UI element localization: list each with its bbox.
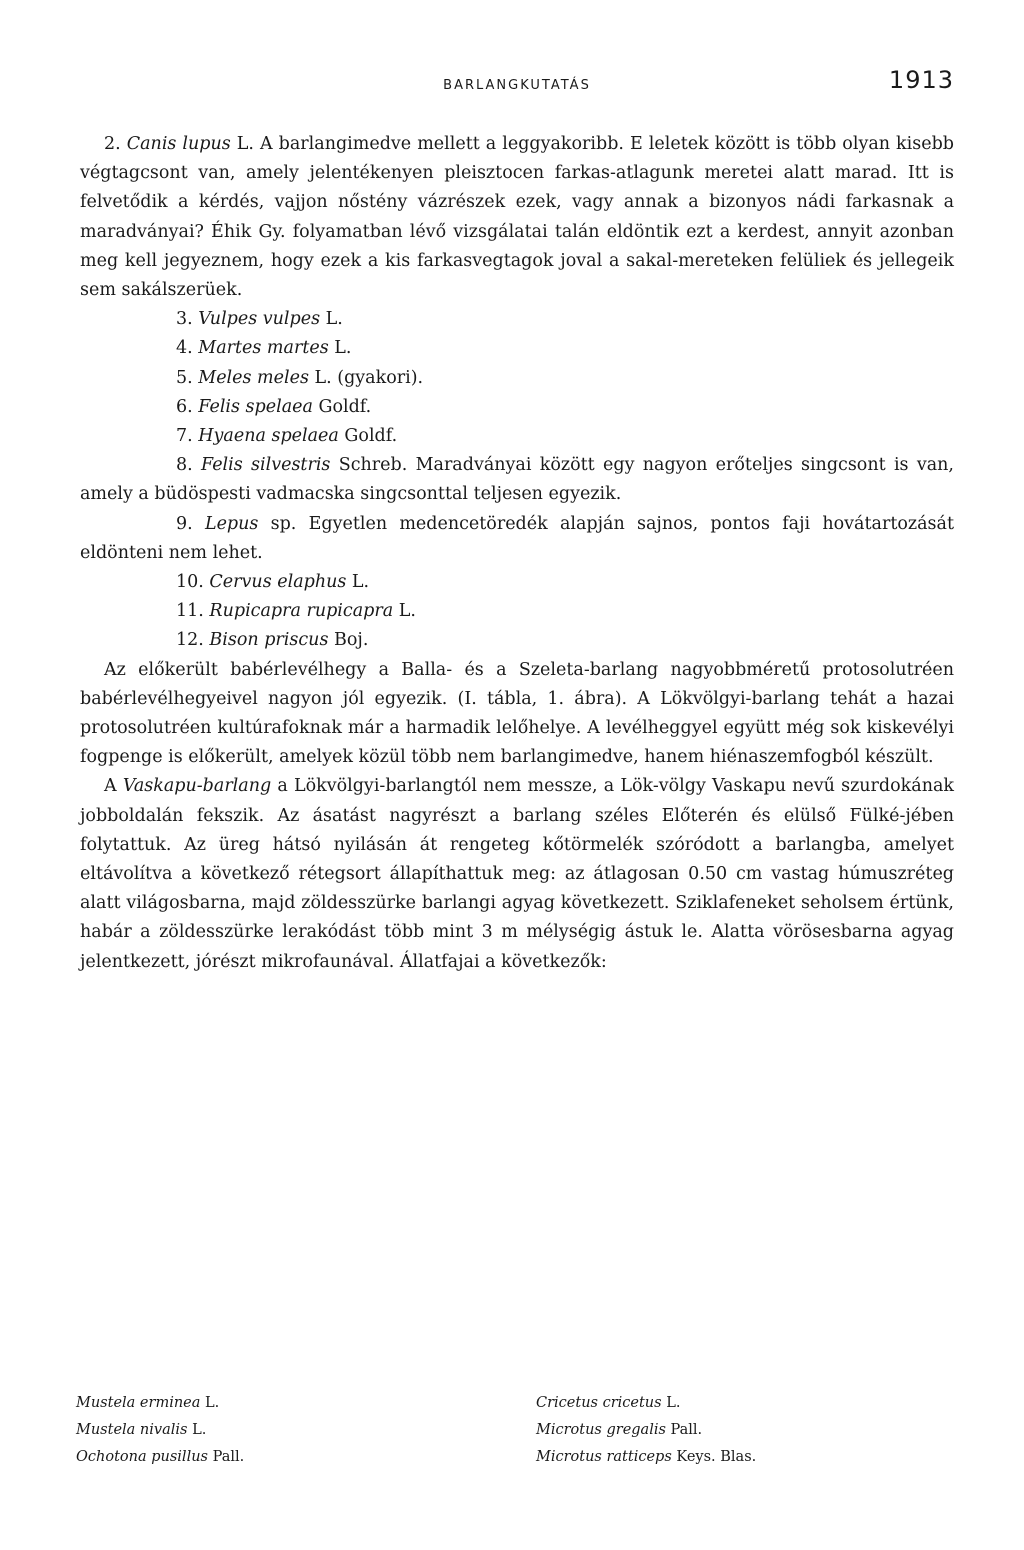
- list-item: [536, 1390, 956, 1417]
- cave-name: Vaskapu-barlang: [122, 776, 272, 797]
- list-item: [76, 1417, 496, 1444]
- species-name: Felis silvestris: [201, 455, 331, 476]
- author-citation: Schreb.: [330, 455, 408, 476]
- species-name: Meles meles: [198, 367, 309, 388]
- author-citation: L.: [346, 572, 370, 593]
- list-item: [76, 1444, 496, 1471]
- list-number: 11.: [176, 601, 204, 622]
- list-item: [536, 1417, 956, 1444]
- author-citation: Goldf.: [338, 426, 398, 447]
- paragraph-vaskapu: [80, 772, 954, 976]
- list-item: [80, 626, 954, 655]
- paragraph-babervelhegy: Az előkerült babérlevélhegy a Balla- és a Szeleta-barlang nagyobbméretű protosolutréen babérlevélhegyeivel nagyon jól egyezik. (I. tábla, 1. ábra). A Lökvölgyi-barlang tehát a hazai protosolutréen kultúrafoknak már a harmadik lelőhelye. A levélheggyel együtt még sok kiskevélyi fogpenge is előkerült, amelyek közül több nem barlangimedve, hanem hiénaszemfogból készült.: [80, 659, 954, 768]
- author-citation: Goldf.: [312, 396, 372, 417]
- paragraph-text: (gyakori).: [331, 367, 424, 388]
- paragraph-lead: A: [104, 776, 123, 797]
- author-citation: L.: [328, 338, 352, 359]
- species-name: Microtus ratticeps: [536, 1449, 672, 1465]
- list-item: [80, 597, 954, 626]
- list-number: 4.: [176, 338, 193, 359]
- species-name: Mustela nivalis: [76, 1422, 188, 1438]
- species-name: Cervus elaphus: [209, 572, 347, 593]
- paragraph-text: A barlangimedve mellett a leggyakoribb. E leletek között is több olyan kisebb végtagcsont van, amely jelentékenyen pleisztocen farkas-atlagunk meretei alatt marad. Itt is felvetődik a kérdés, vajjon nőstény vázrészek ezek, vagy annak a bizonyos nádi farkasnak a maradványai? Éhik Gy. folyamatban lévő vizsgálatai talán eldöntik ezt a kerdest, annyit azonban meg kell jegyeznem, hogy ezek a kis farkasvegtagok joval a sakal-mereteken felüliek és jellegeik sem sakálszerüek.: [80, 134, 954, 301]
- list-number: 7.: [176, 426, 193, 447]
- species-name: Vulpes vulpes: [198, 309, 321, 330]
- species-name: Ochotona pusillus: [76, 1449, 208, 1465]
- paragraph-lepus: [80, 510, 954, 568]
- paragraph-text: Maradványai között egy nagyon erőteljes singcsont is van, amely a büdöspesti vadmacska singcsonttal teljesen egyezik.: [80, 455, 954, 505]
- author-citation: L.: [393, 601, 416, 622]
- list-number: 9.: [176, 513, 193, 534]
- author-citation: L.: [230, 134, 254, 154]
- species-name: Bison priscus: [209, 630, 329, 651]
- list-number: 5.: [176, 367, 193, 388]
- author-citation: L.: [661, 1395, 681, 1411]
- species-name: Martes martes: [198, 338, 329, 359]
- species-name: Cricetus cricetus: [536, 1395, 662, 1411]
- author-citation: sp.: [258, 513, 297, 534]
- paragraph-felis-silvestris: [80, 451, 954, 509]
- paragraph-text: a Lökvölgyi-barlangtól nem messze, a Lök-völgy Vaskapu nevű szurdokának jobboldalán fekszik. Az ásatást nagyrészt a barlang széles Előterén és elülső Fülké-jében folytattuk. Az üreg hátsó nyilásán át rengeteg kőtörmelék szóródott a barlangba, amelyet eltávolítva a következő rétegsort állapíthattuk meg: az átlagosan 0.50 cm vastag húmuszréteg alatt világosbarna, majd zöldesszürke barlangi agyag következett. Sziklafeneket seholsem értünk, habár a zöldesszürke lerakódást több mint 3 m mélységig ástuk le. Alatta vörösesbarna agyag jelentkezett, jórészt mikrofaunával. Állatfajai a következők:: [80, 776, 955, 972]
- list-item: [80, 422, 954, 451]
- author-citation: Pall.: [207, 1449, 245, 1465]
- page-number: 1913: [888, 66, 954, 94]
- list-number: 12.: [176, 630, 204, 651]
- list-item: [76, 1390, 496, 1417]
- list-item: [80, 334, 954, 363]
- list-item: [80, 393, 954, 422]
- list-number: 10.: [176, 572, 204, 593]
- author-citation: Boj.: [328, 630, 369, 651]
- species-name: Rupicapra rupicapra: [209, 601, 394, 622]
- author-citation: Pall.: [665, 1422, 703, 1438]
- list-number: 3.: [176, 309, 193, 330]
- list-number: 8.: [176, 455, 193, 476]
- species-name: Lepus: [204, 513, 259, 534]
- page-header: [80, 66, 954, 106]
- list-item: [80, 364, 954, 393]
- species-list-right: [536, 1390, 956, 1471]
- running-head: BARLANGKUTATÁS: [443, 78, 591, 93]
- species-name: Hyaena spelaea: [198, 426, 339, 447]
- species-name: Canis lupus: [126, 134, 231, 154]
- list-item: [80, 305, 954, 334]
- species-list-left: [76, 1390, 496, 1471]
- paragraph-canis-lupus: [80, 130, 954, 305]
- list-item: [80, 568, 954, 597]
- species-name: Mustela erminea: [76, 1395, 201, 1411]
- list-item: [536, 1444, 956, 1471]
- species-name: Microtus gregalis: [536, 1422, 666, 1438]
- list-number: 2.: [104, 134, 121, 154]
- list-number: 6.: [176, 396, 193, 417]
- author-citation: L.: [187, 1422, 207, 1438]
- author-citation: Keys. Blas.: [671, 1449, 757, 1465]
- author-citation: L.: [320, 309, 343, 330]
- species-name: Felis spelaea: [198, 396, 313, 417]
- author-citation: L.: [200, 1395, 220, 1411]
- paragraph-text: Egyetlen medencetöredék alapján sajnos, pontos faji hovátartozását eldönteni nem lehet.: [80, 513, 954, 563]
- author-citation: L.: [308, 367, 332, 388]
- body-text: [80, 130, 954, 977]
